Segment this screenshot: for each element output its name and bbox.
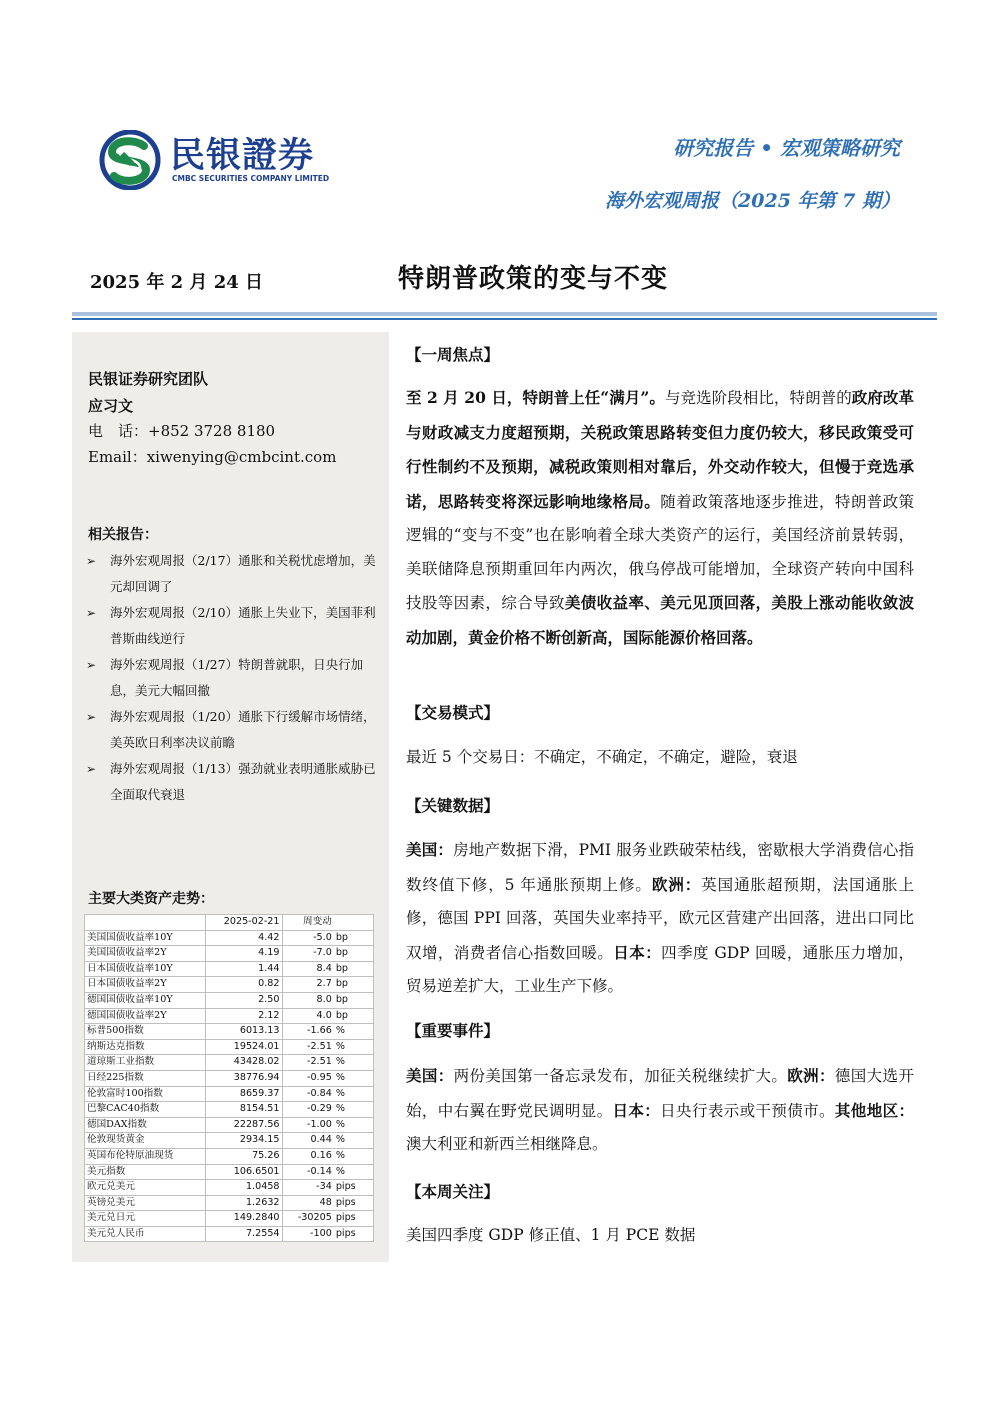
related-report-item[interactable] <box>84 704 384 756</box>
report-type: 研究报告 • 宏观策略研究 <box>673 136 900 160</box>
page-title: 特朗普政策的变与不变 <box>398 264 669 294</box>
text-segment: 美国： <box>406 1066 454 1085</box>
text-segment: 与竞选阶段相比，特朗普的 <box>664 389 852 407</box>
table-cell: bp <box>334 930 374 946</box>
table-cell: 2.12 <box>206 1008 282 1024</box>
table-cell: 英国布伦特原油现货 <box>85 1148 206 1164</box>
section-heading-focus: 【一周焦点】 <box>406 345 500 364</box>
table-row <box>85 1148 374 1164</box>
table-cell: 6013.13 <box>206 1024 282 1040</box>
section-heading-events: 【重要事件】 <box>406 1021 500 1040</box>
table-cell: -30205 <box>282 1211 334 1227</box>
report-date: 2025 年 2 月 24 日 <box>90 272 264 293</box>
text-segment: 随着政策落地逐步推进，特朗普政策逻辑的“变与不变”也在影响着全球大类资产的运行，美国经济前景转弱，美联储降息预期重回年内两次，俄乌停战可能增加，全球资产转向中国科技股等因素，综合导致 <box>406 492 914 612</box>
table-cell: -1.66 <box>282 1024 334 1040</box>
table-cell: % <box>334 1164 374 1180</box>
table-row <box>85 1211 374 1227</box>
table-row <box>85 992 374 1008</box>
related-reports-heading: 相关报告： <box>88 527 158 543</box>
table-cell: 标普500指数 <box>85 1024 206 1040</box>
focus-paragraph <box>406 381 914 655</box>
events-paragraph <box>406 1059 914 1162</box>
text-segment: 欧洲： <box>651 874 702 894</box>
table-cell: pips <box>334 1226 374 1242</box>
text-segment: 两份美国第一备忘录发布，加征关税继续扩大。 <box>453 1067 788 1085</box>
table-row <box>85 946 374 962</box>
table-row <box>85 977 374 993</box>
text-segment: 英国通胀超预期，法国通胀上修，德国 PPI 回落，英国失业率持平，欧元区营建产出回落，进出口同比双增，消费者信心指数回暖。 <box>406 875 914 962</box>
arrow-bullet-icon: ➢ <box>86 606 97 620</box>
text-segment: 政府改革与财政减支力度超预期，关税政策思路转变但力度仍较大，移民政策受可行性制约不及预期，减税政策则相对靠后，外交动作较大，但慢于竞选承诺，思路转变将深远影响地缘格局。 <box>406 388 914 511</box>
table-cell: bp <box>334 946 374 962</box>
asset-table <box>84 914 374 1242</box>
table-cell: 0.16 <box>282 1148 334 1164</box>
table-row <box>85 1086 374 1102</box>
text-segment: 四季度 GDP 回暖，通胀压力增加，贸易逆差扩大，工业生产下修。 <box>406 943 914 995</box>
text-segment: 美债收益率、美元见顶回落，美股上涨动能收敛波动加剧，黄金价格不断创新高，国际能源价格回落。 <box>406 593 914 647</box>
related-report-item[interactable] <box>84 600 384 652</box>
table-cell: bp <box>334 977 374 993</box>
table-cell: % <box>334 1070 374 1086</box>
trading-paragraph: 最近 5 个交易日：不确定，不确定，不确定，避险，衰退 <box>406 748 798 766</box>
table-cell: -2.51 <box>282 1039 334 1055</box>
table-cell: bp <box>334 1008 374 1024</box>
table-cell: -0.29 <box>282 1102 334 1118</box>
table-row <box>85 1102 374 1118</box>
related-report-text: 海外宏观周报（2/10）通胀上失业下，美国菲利普斯曲线逆行 <box>110 605 376 646</box>
table-cell: 4.42 <box>206 930 282 946</box>
table-cell: bp <box>334 961 374 977</box>
related-report-item[interactable] <box>84 548 384 600</box>
table-cell: 德国国债收益率2Y <box>85 1008 206 1024</box>
header-cell <box>334 915 374 931</box>
table-cell: 106.6501 <box>206 1164 282 1180</box>
table-cell: 1.2632 <box>206 1195 282 1211</box>
table-cell: 19524.01 <box>206 1039 282 1055</box>
table-cell: 美元指数 <box>85 1164 206 1180</box>
header-cell: 2025-02-21 <box>206 915 282 931</box>
table-cell: -0.84 <box>282 1086 334 1102</box>
text-segment: 德国大选开始，中右翼在野党民调明显。 <box>406 1067 914 1120</box>
table-cell: 8.4 <box>282 961 334 977</box>
table-cell: -5.0 <box>282 930 334 946</box>
header-cell <box>85 915 206 931</box>
related-reports-list <box>84 548 384 808</box>
related-report-text: 海外宏观周报（2/17）通胀和关税忧虑增加，美元却回调了 <box>110 553 376 594</box>
research-team: 民银证券研究团队 <box>88 370 209 388</box>
table-row <box>85 1070 374 1086</box>
table-row <box>85 1117 374 1133</box>
table-row <box>85 1008 374 1024</box>
text-segment: 日本： <box>612 1100 661 1120</box>
table-cell: -2.51 <box>282 1055 334 1071</box>
table-cell: 2.7 <box>282 977 334 993</box>
table-cell: 纳斯达克指数 <box>85 1039 206 1055</box>
table-cell: 2.50 <box>206 992 282 1008</box>
table-cell: -0.95 <box>282 1070 334 1086</box>
logo-english-name: CMBC SECURITIES COMPANY LIMITED <box>172 174 330 183</box>
table-cell: 2934.15 <box>206 1133 282 1149</box>
table-cell: 1.0458 <box>206 1180 282 1196</box>
related-report-text: 海外宏观周报（1/27）特朗普就职，日央行加息，美元大幅回撤 <box>110 657 364 698</box>
table-cell: 0.82 <box>206 977 282 993</box>
arrow-bullet-icon: ➢ <box>86 710 97 724</box>
table-cell: 日本国债收益率2Y <box>85 977 206 993</box>
text-segment: 日央行表示或干预债市。 <box>660 1101 835 1120</box>
analyst-phone: 电 话：+852 3728 8180 <box>88 422 276 440</box>
section-heading-data: 【关键数据】 <box>406 796 500 815</box>
table-cell: 英镑兑美元 <box>85 1195 206 1211</box>
table-cell: 8154.51 <box>206 1102 282 1118</box>
table-cell: 美元兑人民币 <box>85 1226 206 1242</box>
section-heading-watch: 【本周关注】 <box>406 1182 500 1201</box>
table-cell: 48 <box>282 1195 334 1211</box>
related-report-text: 海外宏观周报（1/13）强劲就业表明通胀威胁已全面取代衰退 <box>110 761 376 802</box>
text-segment: 澳大利亚和新西兰相继降息。 <box>406 1135 608 1153</box>
table-cell: % <box>334 1133 374 1149</box>
header-divider-dark <box>72 318 937 320</box>
table-cell: 7.2554 <box>206 1226 282 1242</box>
table-cell: -100 <box>282 1226 334 1242</box>
table-cell: % <box>334 1055 374 1071</box>
table-row <box>85 1039 374 1055</box>
header-divider-light <box>72 312 937 316</box>
text-segment: 至 2 月 20 日，特朗普上任“满月”。 <box>406 388 665 407</box>
text-segment: 其他地区： <box>834 1100 914 1120</box>
table-row <box>85 1133 374 1149</box>
table-cell: % <box>334 1039 374 1055</box>
text-segment: 美国： <box>406 840 454 859</box>
table-row <box>85 1180 374 1196</box>
related-report-item[interactable] <box>84 756 384 808</box>
table-cell: 38776.94 <box>206 1070 282 1086</box>
table-cell: % <box>334 1086 374 1102</box>
watch-paragraph: 美国四季度 GDP 修正值、1 月 PCE 数据 <box>406 1226 696 1244</box>
table-cell: 美元兑日元 <box>85 1211 206 1227</box>
table-row <box>85 930 374 946</box>
arrow-bullet-icon: ➢ <box>86 554 97 568</box>
table-cell: 0.44 <box>282 1133 334 1149</box>
table-row <box>85 1055 374 1071</box>
table-cell: 伦敦富时100指数 <box>85 1086 206 1102</box>
table-cell: 美国国债收益率10Y <box>85 930 206 946</box>
analyst-name: 应习文 <box>88 397 134 415</box>
table-cell: 75.26 <box>206 1148 282 1164</box>
table-cell: 8.0 <box>282 992 334 1008</box>
table-cell: 149.2840 <box>206 1211 282 1227</box>
asset-trends-heading: 主要大类资产走势： <box>88 891 214 907</box>
table-cell: 4.0 <box>282 1008 334 1024</box>
table-cell: 伦敦现货黄金 <box>85 1133 206 1149</box>
table-cell: -1.00 <box>282 1117 334 1133</box>
table-cell: 德国国债收益率10Y <box>85 992 206 1008</box>
text-segment: 欧洲： <box>787 1066 835 1085</box>
asset-table-body <box>85 930 374 1242</box>
table-row <box>85 1164 374 1180</box>
asset-table-header <box>85 915 374 931</box>
text-segment: 房地产数据下滑，PMI 服务业跌破荣枯线，密歇根大学消费信心指数终值下修，5 年通胀预期上修。 <box>406 841 914 894</box>
table-cell: pips <box>334 1211 374 1227</box>
table-cell: -0.14 <box>282 1164 334 1180</box>
table-cell: % <box>334 1117 374 1133</box>
table-row <box>85 1226 374 1242</box>
table-cell: bp <box>334 992 374 1008</box>
section-heading-trading: 【交易模式】 <box>406 703 500 722</box>
table-cell: 德国DAX指数 <box>85 1117 206 1133</box>
logo-chinese-name: 民银證券 <box>170 135 315 176</box>
text-segment: 日本： <box>613 942 662 962</box>
table-cell: -7.0 <box>282 946 334 962</box>
table-cell: 美国国债收益率2Y <box>85 946 206 962</box>
table-cell: -34 <box>282 1180 334 1196</box>
table-cell: pips <box>334 1180 374 1196</box>
table-cell: 4.19 <box>206 946 282 962</box>
arrow-bullet-icon: ➢ <box>86 762 97 776</box>
header-cell: 周变动 <box>282 915 334 931</box>
table-row <box>85 1195 374 1211</box>
table-cell: 日本国债收益率10Y <box>85 961 206 977</box>
table-cell: % <box>334 1102 374 1118</box>
analyst-email[interactable]: Email：xiwenying@cmbcint.com <box>88 448 337 466</box>
related-report-text: 海外宏观周报（1/20）通胀下行缓解市场情绪，美英欧日利率决议前瞻 <box>110 709 376 750</box>
table-cell: 43428.02 <box>206 1055 282 1071</box>
table-row <box>85 1024 374 1040</box>
table-cell: % <box>334 1148 374 1164</box>
data-paragraph <box>406 833 914 1004</box>
table-cell: 巴黎CAC40指数 <box>85 1102 206 1118</box>
table-cell: 道琼斯工业指数 <box>85 1055 206 1071</box>
table-cell: 欧元兑美元 <box>85 1180 206 1196</box>
table-row <box>85 961 374 977</box>
related-report-item[interactable] <box>84 652 384 704</box>
table-cell: 日经225指数 <box>85 1070 206 1086</box>
report-series: 海外宏观周报（2025 年第 7 期） <box>605 190 900 212</box>
table-cell: % <box>334 1024 374 1040</box>
arrow-bullet-icon: ➢ <box>86 658 97 672</box>
table-cell: pips <box>334 1195 374 1211</box>
table-cell: 22287.56 <box>206 1117 282 1133</box>
table-cell: 1.44 <box>206 961 282 977</box>
table-cell: 8659.37 <box>206 1086 282 1102</box>
